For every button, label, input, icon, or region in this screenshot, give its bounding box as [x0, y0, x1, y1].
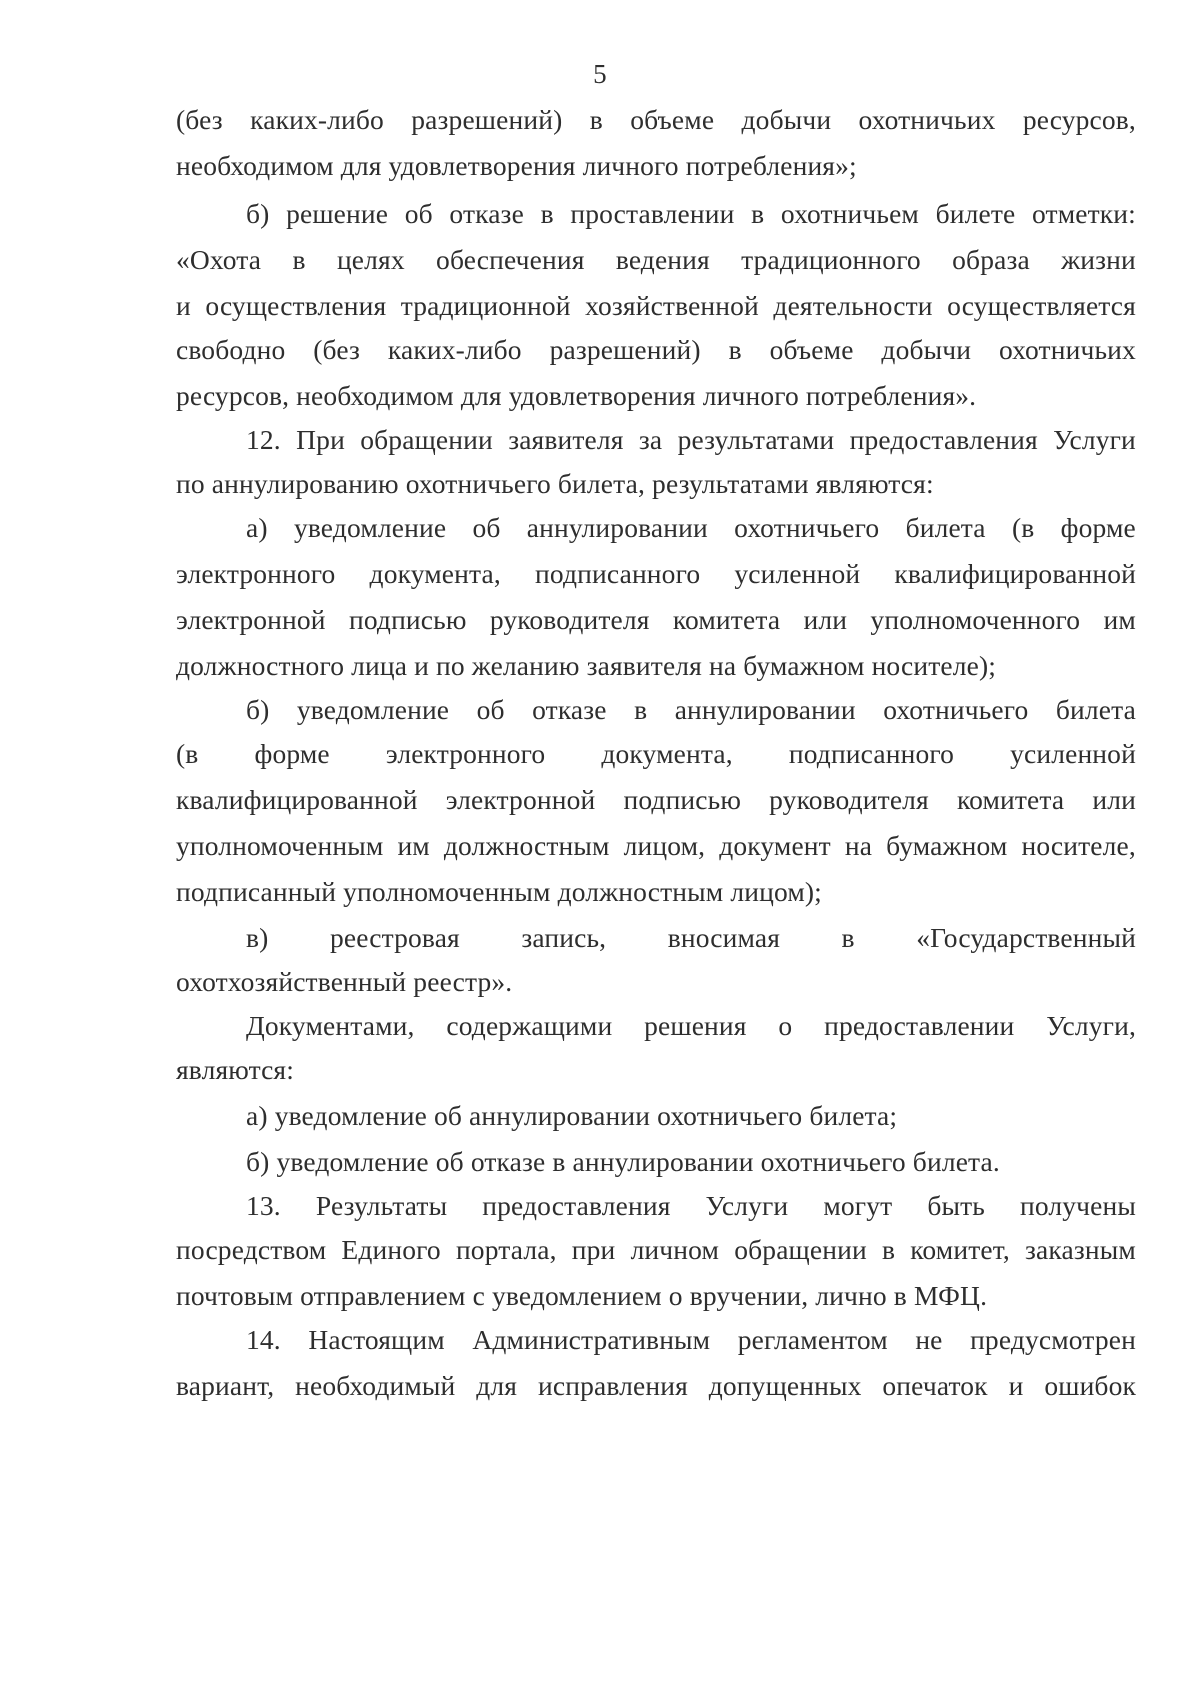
text-line: Документами, содержащими решения о предоставлении Услуги,: [246, 1010, 1136, 1041]
text-line: а) уведомление об аннулировании охотничьего билета;: [246, 1100, 898, 1131]
text-line: а) уведомление об аннулировании охотничьего билета (в форме: [246, 512, 1136, 543]
text-line: «Охота в целях обеспечения ведения традиционного образа жизни: [176, 244, 1136, 275]
text-line: и осуществления традиционной хозяйственной деятельности осуществляется: [176, 290, 1136, 321]
text-line: 13. Результаты предоставления Услуги могут быть получены: [246, 1190, 1136, 1221]
text-line: охотхозяйственный реестр».: [176, 966, 513, 997]
text-line: электронной подписью руководителя комитета или уполномоченного им: [176, 604, 1136, 635]
text-line: (в форме электронного документа, подписанного усиленной: [176, 738, 1136, 769]
text-line: квалифицированной электронной подписью руководителя комитета или: [176, 784, 1136, 815]
text-line: вариант, необходимый для исправления допущенных опечаток и ошибок: [176, 1370, 1136, 1401]
text-line: б) уведомление об отказе в аннулировании охотничьего билета: [246, 694, 1136, 725]
text-line: являются:: [176, 1054, 295, 1085]
text-line: 14. Настоящим Административным регламентом не предусмотрен: [246, 1324, 1136, 1355]
text-line: по аннулированию охотничьего билета, результатами являются:: [176, 468, 934, 499]
text-line: необходимом для удовлетворения личного потребления»;: [176, 150, 857, 181]
text-line: б) уведомление об отказе в аннулировании охотничьего билета.: [246, 1146, 1000, 1177]
text-line: в) реестровая запись, вносимая в «Государственный: [246, 922, 1136, 953]
text-line: почтовым отправлением с уведомлением о вручении, лично в МФЦ.: [176, 1280, 988, 1311]
text-line: (без каких-либо разрешений) в объеме добычи охотничьих ресурсов,: [176, 104, 1136, 135]
text-line: свободно (без каких-либо разрешений) в объеме добычи охотничьих: [176, 334, 1136, 365]
text-line: уполномоченным им должностным лицом, документ на бумажном носителе,: [176, 830, 1136, 861]
page-number: 5: [593, 59, 607, 89]
text-line: электронного документа, подписанного усиленной квалифицированной: [176, 558, 1136, 589]
text-line: должностного лица и по желанию заявителя на бумажном носителе);: [176, 650, 997, 681]
text-line: посредством Единого портала, при личном обращении в комитет, заказным: [176, 1234, 1136, 1265]
text-line: подписанный уполномоченным должностным лицом);: [176, 876, 822, 907]
text-line: ресурсов, необходимом для удовлетворения личного потребления».: [176, 380, 977, 411]
text-line: 12. При обращении заявителя за результатами предоставления Услуги: [246, 424, 1136, 455]
text-line: б) решение об отказе в проставлении в охотничьем билете отметки:: [246, 198, 1136, 229]
